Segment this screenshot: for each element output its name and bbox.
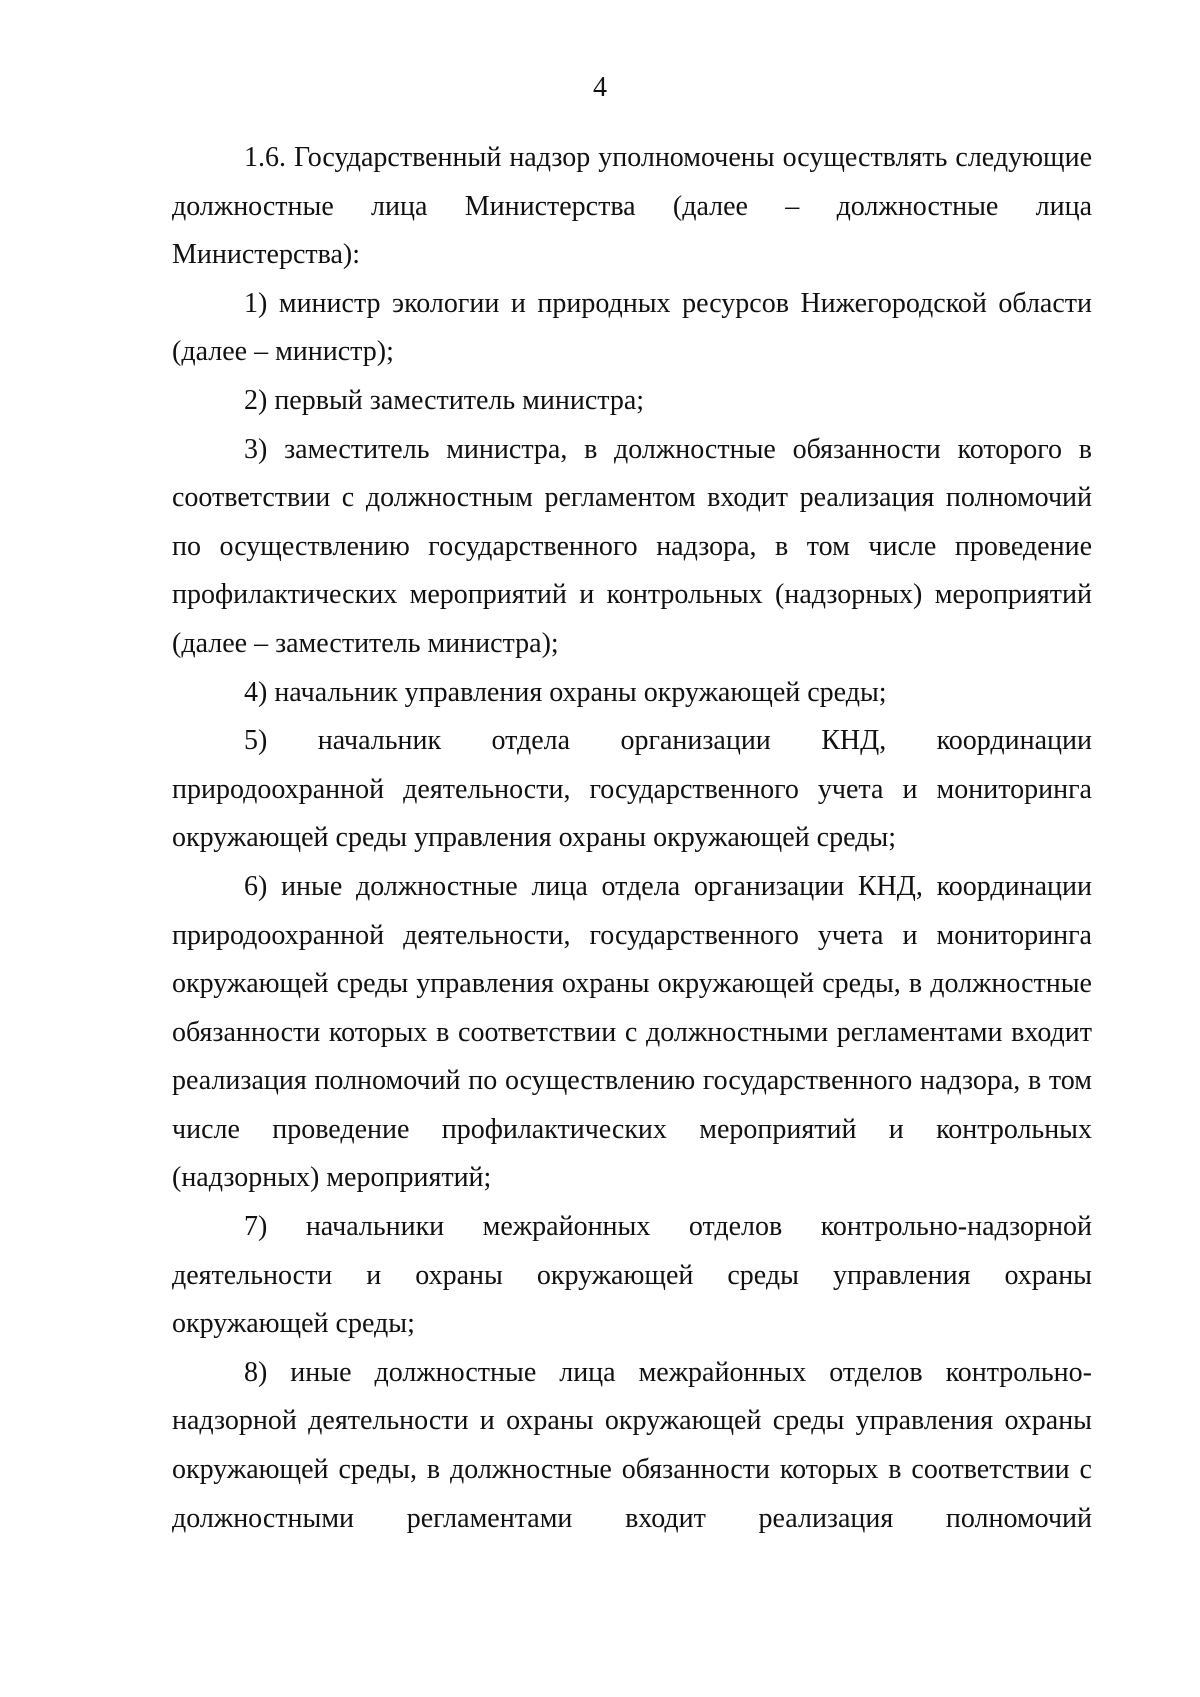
- list-item-3: 3) заместитель министра, в должностные обязанности которого в соответствии с должностным регламентом входит реализация полномочий по осуществлению государственного надзора, в том числе проведение профилактических мероприятий и контрольных (надзорных) мероприятий (далее – заместитель министра);: [172, 433, 1092, 659]
- list-item-1: 1) министр экологии и природных ресурсов Нижегородской области (далее – министр);: [172, 287, 1092, 368]
- list-item-5: 5) начальник отдела организации КНД, координации природоохранной деятельности, государственного учета и мониторинга окружающей среды управления охраны окружающей среды;: [172, 725, 1092, 854]
- list-item-2: 2) первый заместитель министра;: [244, 384, 645, 416]
- document-body: [172, 134, 1092, 1543]
- list-item-4: 4) начальник управления охраны окружающей среды;: [244, 676, 887, 708]
- page-number: 4: [593, 72, 607, 103]
- list-item-8: 8) иные должностные лица межрайонных отделов контрольно-надзорной деятельности и охраны окружающей среды управления охраны окружающей среды, в должностные обязанности которых в соответствии с должностными регламентами входит реализация полномочий: [172, 1356, 1092, 1534]
- list-item-6: 6) иные должностные лица отдела организации КНД, координации природоохранной деятельности, государственного учета и мониторинга окружающей среды управления охраны окружающей среды, в должностные обязанности которых в соответствии с должностными регламентами входит реализация полномочий по осуществлению государственного надзора, в том числе проведение профилактических мероприятий и контрольных (надзорных) мероприятий;: [172, 870, 1092, 1194]
- paragraph-1-6: 1.6. Государственный надзор уполномочены осуществлять следующие должностные лица Министерства (далее – должностные лица Министерства):: [172, 142, 1092, 271]
- list-item-7: 7) начальники межрайонных отделов контрольно-надзорной деятельности и охраны окружающей среды управления охраны окружающей среды;: [172, 1211, 1092, 1340]
